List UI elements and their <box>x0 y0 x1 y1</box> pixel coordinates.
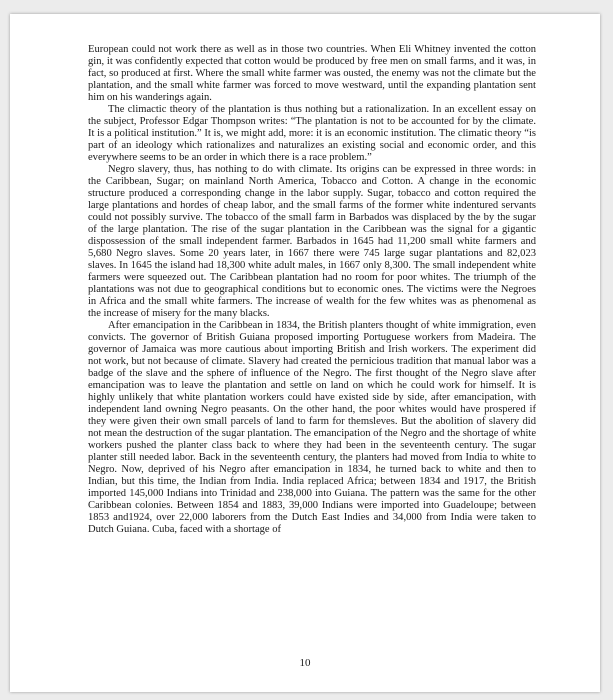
paragraph: The climactic theory of the plantation is thus nothing but a rationalization. In an excellent essay on the subject, Professor Edgar Thompson writes: “The plantation is not to be accounted for by the climate. It is a political institution.” It is, we might add, more: it is an economic institution. The climatic theory “is part of an ideology which rationalizes and naturalizes an existing social and economic order, and this everywhere seems to be an order in which there is a race problem.” <box>88 104 536 163</box>
paragraph: European could not work there as well as in those two countries. When Eli Whitney invented the cotton gin, it was confidently expected that cotton would be produced by free men on small farms, and it was, in fact, so produced at first. Where the small white farmer was ousted, the enemy was not the climate but the plantation, and the small white farmer was forced to move westward, until the expanding plantation sent him on his wanderings again. <box>88 44 536 103</box>
document-page <box>10 14 600 692</box>
page-number: 10 <box>299 657 311 669</box>
body-text <box>88 44 536 536</box>
paragraph: After emancipation in the Caribbean in 1834, the British planters thought of white immigration, even convicts. The governor of British Guiana proposed importing Portuguese workers from Madeira. The governor of Jamaica was more cautious about importing British and Irish workers. The experiment did not work, but not because of climate. Slavery had created the pernicious tradition that manual labor was a badge of the slave and the sphere of influence of the Negro. The first thought of the Negro slave after emancipation was to leave the plantation and settle on land on which he could work for himself. It is highly unlikely that white plantation workers could have existed side by side, after emancipation, with independent land owning Negro peasants. On the other hand, the poor whites would have prospered if they were given their own small parcels of land to farm for themsleves. But the abolition of slavery did not mean the destruction of the sugar plantation. The emancipation of the Negro and the shortage of white workers pushed the planter class back to where they had been in the seventeenth century. The sugar planter still needed labor. Back in the seventeenth century, the planters had moved from India to white to Negro. Now, deprived of his Negro after emancipation in 1834, he turned back to white and then to Indian, but this time, the Indian from India. India replaced Africa; between 1834 and 1917, the British imported 145,000 Indians into Trinidad and 238,000 into Guiana. The pattern was the same for the other Caribbean colonies. Between 1854 and 1883, 39,000 Indians were imported into Guadeloupe; between 1853 and1924, over 22,000 laborers from the Dutch East Indies and 34,000 from India were taken to Dutch Guiana. Cuba, faced with a shortage of <box>88 320 536 535</box>
paragraph: Negro slavery, thus, has nothing to do with climate. Its origins can be expressed in three words: in the Caribbean, Sugar; on mainland North America, Tobacco and Cotton. A change in the economic structure produced a corresponding change in the labor supply. Sugar, tobacco and cotton required the large plantations and hordes of cheap labor, and the small farms of the former white indentured servants could not possibly survive. The tobacco of the small farm in Barbados was displaced by the by the sugar of the large plantation. The rise of the sugar plantation in the Caribbean was the signal for a gigantic dispossession of the small independent farmer. Barbados in 1645 had 11,200 small white farmers and 5,680 Negro slaves. Some 20 years later, in 1667 there were 745 large sugar plantations and 82,023 slaves. In 1645 the island had 18,300 white adult males, in 1667 only 8,300. The small independent white farmers were squeezed out. The Caribbean plantation had no room for poor whites. The triumph of the plantations was not due to geographical conditions but to economic ones. The victims were the Negroes in Africa and the small white farmers. The increase of wealth for the few whites was as phenomenal as the increase of misery for the many blacks. <box>88 164 536 319</box>
